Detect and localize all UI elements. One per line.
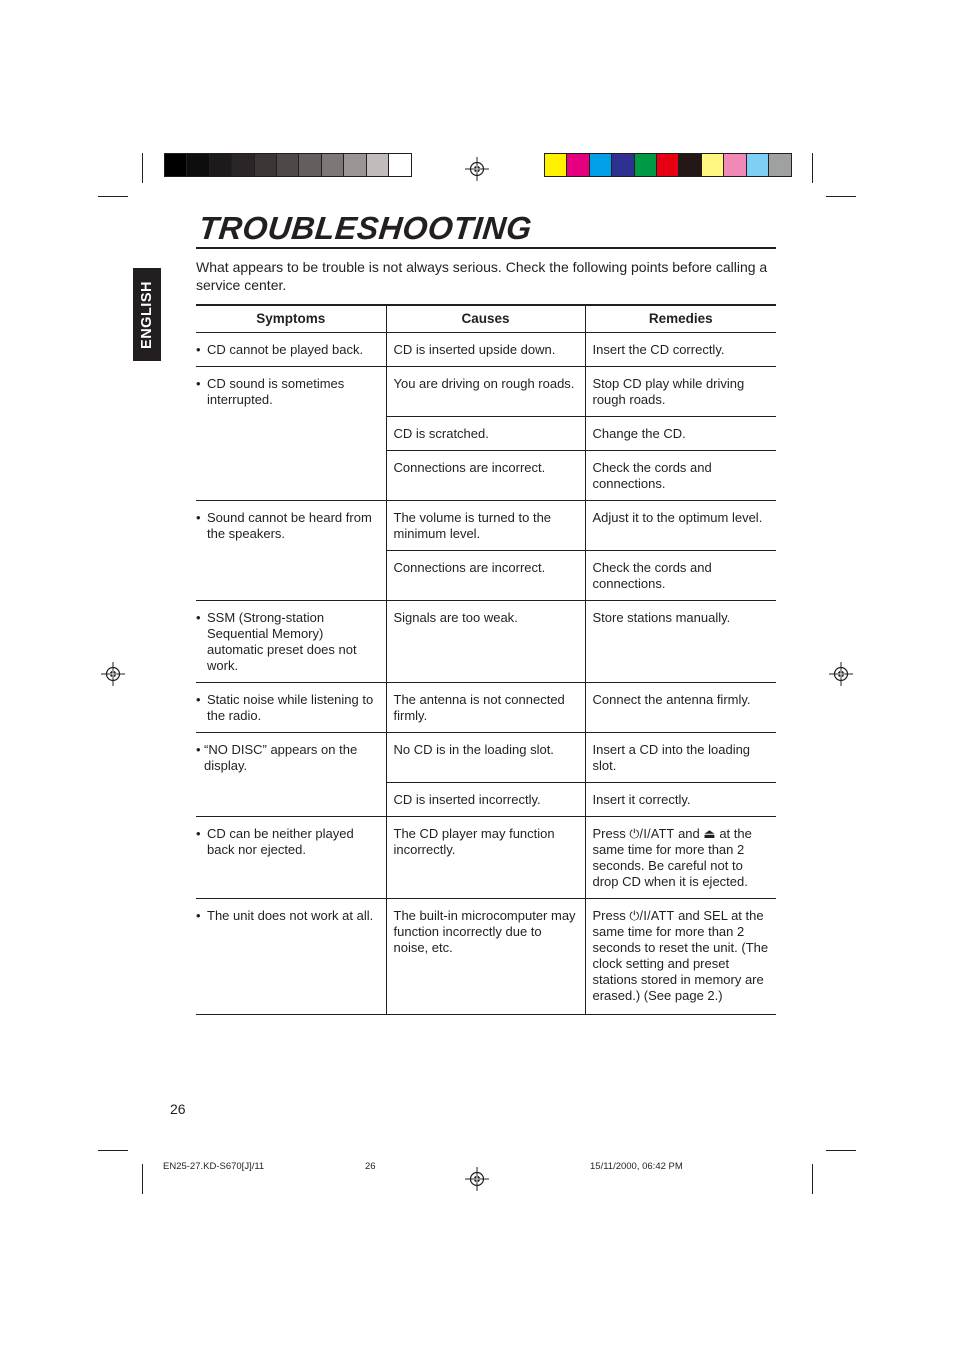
calibration-swatch xyxy=(635,154,657,176)
crop-mark xyxy=(812,153,813,183)
symptom-text: Sound cannot be heard from the speakers. xyxy=(207,510,372,541)
cause-cell: CD is scratched. xyxy=(386,417,585,451)
header-symptoms: Symptoms xyxy=(196,305,386,333)
symptom-cell: • CD sound is sometimes interrupted. xyxy=(196,367,386,501)
symptom-cell: • CD can be neither played back nor ejected. xyxy=(196,817,386,899)
page-number: 26 xyxy=(170,1101,186,1117)
calibration-swatch xyxy=(724,154,746,176)
symptom-cell: • The unit does not work at all. xyxy=(196,899,386,1015)
calibration-swatch xyxy=(255,154,277,176)
calibration-swatch xyxy=(747,154,769,176)
calibration-swatch xyxy=(344,154,366,176)
intro-paragraph: What appears to be trouble is not always serious. Check the following points before calling a service center. xyxy=(196,259,768,293)
crop-mark xyxy=(98,1150,128,1151)
symptom-text: CD cannot be played back. xyxy=(207,342,364,357)
language-tab xyxy=(133,268,161,361)
cause-cell: The antenna is not connected firmly. xyxy=(386,683,585,733)
table-row xyxy=(196,683,776,733)
power-att-button-icon: ⏻/I/ATT xyxy=(629,909,675,923)
symptom-cell: • “NO DISC” appears on the display. xyxy=(196,733,386,817)
footer-datetime: 15/11/2000, 06:42 PM xyxy=(590,1161,683,1172)
calibration-swatch xyxy=(210,154,232,176)
remedy-cell: Connect the antenna firmly. xyxy=(585,683,776,733)
symptom-text: “NO DISC” appears on the display. xyxy=(204,742,358,773)
crop-mark xyxy=(812,1164,813,1194)
symptom-text: The unit does not work at all. xyxy=(207,908,374,923)
cause-cell: Signals are too weak. xyxy=(386,601,585,683)
crop-mark xyxy=(142,1164,143,1194)
symptom-text: CD sound is sometimes interrupted. xyxy=(207,376,345,407)
cause-cell: Connections are incorrect. xyxy=(386,551,585,601)
symptom-cell: • Sound cannot be heard from the speakers. xyxy=(196,501,386,601)
grayscale-calibration-bar xyxy=(164,153,412,177)
header-remedies: Remedies xyxy=(585,305,776,333)
page-title: TROUBLESHOOTING xyxy=(197,210,534,246)
cause-cell: No CD is in the loading slot. xyxy=(386,733,585,783)
remedy-cell: Insert the CD correctly. xyxy=(585,333,776,367)
calibration-swatch xyxy=(679,154,701,176)
symptom-cell: • CD cannot be played back. xyxy=(196,333,386,367)
calibration-swatch xyxy=(590,154,612,176)
cause-cell: You are driving on rough roads. xyxy=(386,367,585,417)
language-tab-label: ENGLISH xyxy=(139,280,155,349)
calibration-swatch xyxy=(545,154,567,176)
remedy-rest: at the same time for more than 2 seconds. Be careful not to drop CD when it is ejected. xyxy=(592,826,752,889)
remedy-press: Press xyxy=(592,826,626,841)
crop-mark xyxy=(142,153,143,183)
remedy-cell xyxy=(585,899,776,1015)
remedy-rest: and SEL at the same time for more than 2 seconds to reset the unit. (The clock setting and preset stations stored in memory are erased.) (See page 2.) xyxy=(592,908,769,1003)
remedy-cell: Change the CD. xyxy=(585,417,776,451)
table-row xyxy=(196,501,776,551)
symptom-text: Static noise while listening to the radio. xyxy=(207,692,374,723)
symptom-text: CD can be neither played back nor ejected. xyxy=(207,826,354,857)
footer-file: EN25-27.KD-S670[J]/11 xyxy=(163,1161,265,1172)
calibration-swatch xyxy=(702,154,724,176)
header-causes: Causes xyxy=(386,305,585,333)
table-row xyxy=(196,899,776,1015)
title-underline xyxy=(196,247,776,249)
footer-page: 26 xyxy=(365,1161,376,1172)
calibration-swatch xyxy=(187,154,209,176)
remedy-cell: Insert it correctly. xyxy=(585,783,776,817)
calibration-swatch xyxy=(769,154,791,176)
remedy-cell: Insert a CD into the loading slot. xyxy=(585,733,776,783)
crop-mark xyxy=(826,196,856,197)
remedy-and: and xyxy=(678,826,700,841)
remedy-press: Press xyxy=(592,908,626,923)
symptom-cell: • SSM (Strong-station Sequential Memory) automatic preset does not work. xyxy=(196,601,386,683)
table-header-row xyxy=(196,305,776,333)
remedy-cell: Store stations manually. xyxy=(585,601,776,683)
remedy-cell xyxy=(585,817,776,899)
cause-cell: CD is inserted upside down. xyxy=(386,333,585,367)
cause-cell: The volume is turned to the minimum level. xyxy=(386,501,585,551)
troubleshooting-table xyxy=(196,304,776,1015)
crop-mark xyxy=(826,1150,856,1151)
color-calibration-bar xyxy=(544,153,792,177)
remedy-cell: Check the cords and connections. xyxy=(585,451,776,501)
table-row xyxy=(196,817,776,899)
remedy-cell: Check the cords and connections. xyxy=(585,551,776,601)
cause-cell: The built-in microcomputer may function incorrectly due to noise, etc. xyxy=(386,899,585,1015)
calibration-swatch xyxy=(232,154,254,176)
calibration-swatch xyxy=(567,154,589,176)
calibration-swatch xyxy=(277,154,299,176)
calibration-swatch xyxy=(322,154,344,176)
table-row xyxy=(196,367,776,417)
registration-target-icon xyxy=(829,662,853,686)
calibration-swatch xyxy=(299,154,321,176)
symptom-cell: • Static noise while listening to the radio. xyxy=(196,683,386,733)
table-row xyxy=(196,601,776,683)
calibration-swatch xyxy=(612,154,634,176)
cause-cell: CD is inserted incorrectly. xyxy=(386,783,585,817)
calibration-swatch xyxy=(657,154,679,176)
power-att-button-icon: ⏻/I/ATT xyxy=(629,827,675,841)
symptom-text: SSM (Strong-station Sequential Memory) automatic preset does not work. xyxy=(207,610,357,673)
table-row xyxy=(196,333,776,367)
cause-cell: The CD player may function incorrectly. xyxy=(386,817,585,899)
crop-mark xyxy=(98,196,128,197)
registration-target-icon xyxy=(465,157,489,181)
remedy-cell: Adjust it to the optimum level. xyxy=(585,501,776,551)
calibration-swatch xyxy=(367,154,389,176)
eject-icon: ⏏ xyxy=(703,826,716,841)
calibration-swatch xyxy=(165,154,187,176)
remedy-cell: Stop CD play while driving rough roads. xyxy=(585,367,776,417)
table-row xyxy=(196,733,776,783)
registration-target-icon xyxy=(101,662,125,686)
registration-target-icon xyxy=(465,1167,489,1191)
cause-cell: Connections are incorrect. xyxy=(386,451,585,501)
calibration-swatch xyxy=(389,154,411,176)
